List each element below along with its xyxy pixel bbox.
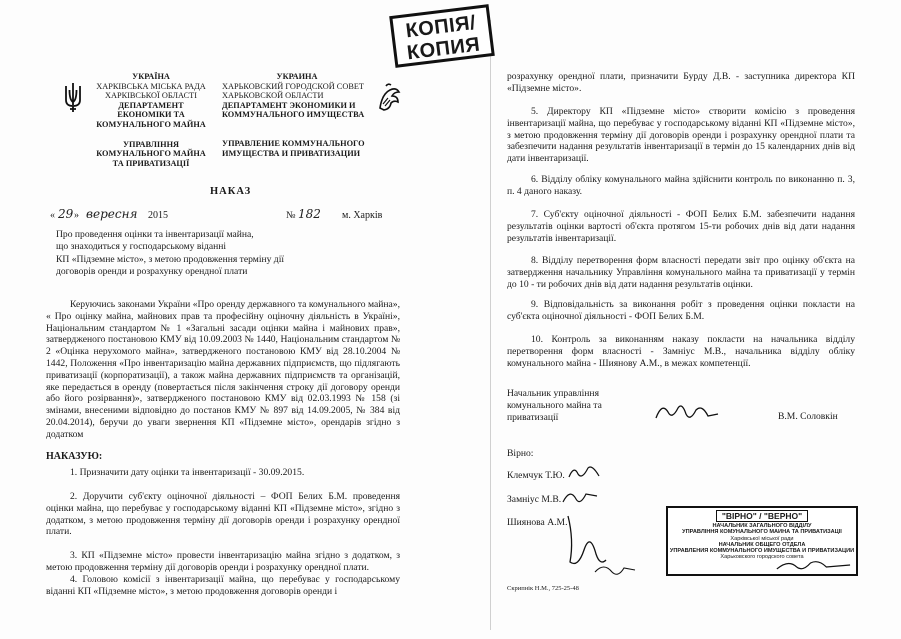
date-year: 2015 bbox=[148, 210, 168, 221]
order-item-7: 7. Суб'єкту оціночної діяльності - ФОП Белих Б.М. забезпечити надання результатів оцінки вартості об'єкта протягом 15-ти робочих днів від дати надання результатів інвентаризації. bbox=[507, 209, 855, 244]
page-divider bbox=[490, 20, 491, 630]
verno-stamp bbox=[666, 506, 858, 576]
order-item-1: 1. Призначити дату оцінки та інвентаризації - 30.09.2015. bbox=[70, 467, 305, 478]
verno-stamp-line: НАЧАЛЬНИК ЗАГАЛЬНОГО ВІДДІЛУ bbox=[712, 523, 812, 529]
verno-stamp-line: УПРАВЛЕНИЯ КОММУНАЛЬНОГО ИМУЩЕСТВА И ПРИВАТИЗАЦИИ bbox=[669, 548, 855, 555]
header-ua-mgmt-line: ТА ПРИВАТИЗАЦІЇ bbox=[112, 158, 190, 168]
order-item-10: 10. Контроль за виконанням наказу покласти на начальника відділу перетворення форм власності - Замніус М.В., начальника відділу обліку комунального майна - Шиянову А.М., в межах компетенції. bbox=[507, 334, 855, 369]
subject-line: договорів оренди и розрахунку орендної плати bbox=[56, 265, 248, 277]
date-day: 29 bbox=[58, 207, 74, 221]
verno-stamp-line: Харьковского городского совета bbox=[720, 554, 804, 561]
verno-stamp-line: НАЧАЛЬНИК ОБЩЕГО ОТДЕЛА bbox=[718, 541, 806, 548]
order-number-prefix: № bbox=[286, 210, 296, 221]
order-item-9: 9. Відповідальність за виконання робіт з проведення оцінки покласти на суб'єкта оціночної діяльності - ФОП Белих Б.М. bbox=[507, 299, 855, 322]
subject-line: що знаходиться у господарському віданні bbox=[56, 241, 227, 253]
verno-stamp-line: Харківської міської ради bbox=[730, 535, 794, 542]
signatory-signature bbox=[652, 398, 722, 428]
signatory-position-line: Начальник управління bbox=[507, 388, 599, 399]
header-ua bbox=[88, 72, 214, 168]
viza-name: Шиянова А.М. bbox=[507, 517, 568, 528]
viza-name: Клемчук Т.Ю. bbox=[507, 470, 565, 481]
header-ru-mgmt-line: УПРАВЛЕНИЕ КОММУНАЛЬНОГО bbox=[222, 138, 365, 148]
order-item-4-continuation: розрахунку орендної плати, призначити Бурду Д.В. - заступника директора КП «Підземне місто». bbox=[507, 71, 855, 94]
signatory-position bbox=[507, 388, 617, 424]
signatory-name: В.М. Соловкін bbox=[778, 411, 838, 422]
signatory-position-line: комунального майна та bbox=[507, 400, 602, 411]
copy-stamp bbox=[389, 4, 495, 68]
preamble-paragraph: Керуючись законами України «Про оренду державного та комунального майна», « Про оцінку майна, майнових прав та професійну оціночну діяльність в Україні», Національним стандартом № 1 «Загальні засади оцінки майна і майнових прав», затвердженого постановою КМУ від 10.09.2003 № 1440, Національним стандартом № 2 «Оцінка нерухомого майна», затвердженого постановою КМУ від 28.10.2004 № 1442, Положення «Про інвентаризацію майна державних підприємств, що підлягають приватизації (корпоратизації), а також майна державних підприємств та організацій, яке передається в оренду (повертається після закінчення строку дії договору оренди або його розірвання)», затвердженого постановою КМУ від 02.03.1993 № 158 (зі змінами, внесеними відповідно до постанов КМУ № 897 від 14.09.2005, № 384 від 20.04.2014), беручи до уваги звернення КП «Підземне місто», орендарів згідно з додатком bbox=[46, 299, 400, 440]
date-open-quote: « bbox=[50, 210, 55, 221]
header-ua-council: ХАРКІВСЬКА МІСЬКА РАДА bbox=[96, 81, 206, 91]
executor-signature bbox=[592, 560, 638, 580]
date-month: вересня bbox=[86, 207, 138, 221]
executor-note: Скрипнік Н.М., 725-25-48 bbox=[507, 585, 579, 592]
subject-line: Про проведення оцінки та інвентаризації майна, bbox=[56, 229, 254, 240]
order-item-5: 5. Директору КП «Підземне місто» створити комісію з проведення інвентаризації майна, що перебуває у господарському віданні КП «Підземне місто», з метою продовження терміну дії договорів оренди і розрахунку орендної плати та забезпечити надання результатів інвентаризації в термін до 15 календарних днів від дати інвентаризації. bbox=[507, 106, 855, 165]
header-ua-dept-line: КОМУНАЛЬНОГО МАЙНА bbox=[96, 119, 206, 129]
header-ru-region: ХАРЬКОВСКОЙ ОБЛАСТИ bbox=[222, 91, 324, 101]
signatory-position-line: приватизації bbox=[507, 412, 559, 423]
document-title: НАКАЗ bbox=[210, 186, 252, 197]
header-ru-country: УКРАИНА bbox=[276, 72, 318, 81]
trident-emblem-icon bbox=[62, 82, 84, 114]
order-item-3: 3. КП «Підземне місто» провести інвентаризацію майна згідно з додатком, з метою продовження терміну дії договорів оренди і розрахунку орендної плати. bbox=[46, 550, 400, 573]
viza-signature bbox=[566, 462, 602, 482]
order-item-2: 2. Доручити суб'єкту оціночної діяльності – ФОП Белих Б.М. проведення оцінки майна, що перебуває у господарському віданні КП «Підземне місто», згідно з додатком, з метою продовження терміну дії договорів оренди і розрахунку орендної плати. bbox=[46, 491, 400, 538]
nakazuyu-heading: НАКАЗУЮ: bbox=[46, 451, 103, 462]
header-ua-region: ХАРКІВСЬКОЇ ОБЛАСТІ bbox=[104, 91, 197, 101]
header-ru-dept-line: ДЕПАРТАМЕНТ ЭКОНОМИКИ И bbox=[222, 100, 356, 110]
copy-stamp-line: КОПІЯ/ bbox=[404, 11, 478, 43]
header-ru-mgmt-line: ИМУЩЕСТВА И ПРИВАТИЗАЦИИ bbox=[222, 148, 361, 158]
header-ru bbox=[222, 72, 372, 158]
verno-stamp-signature bbox=[668, 557, 856, 573]
header-ua-country: УКРАЇНА bbox=[132, 72, 170, 81]
date-close-quote: » bbox=[74, 210, 79, 221]
header-ua-mgmt-line: УПРАВЛІННЯ bbox=[122, 139, 180, 149]
city: м. Харків bbox=[342, 210, 383, 221]
verno-stamp-header: "ВІРНО" / "ВЕРНО" bbox=[716, 510, 808, 522]
viza-signature bbox=[560, 486, 600, 508]
header-ru-council: ХАРЬКОВСКИЙ ГОРОДСКОЙ СОВЕТ bbox=[222, 81, 364, 91]
verno-stamp-line: УПРАВЛІННЯ КОМУНАЛЬНОГО МАЙНА ТА ПРИВАТИЗАЦІЇ bbox=[682, 529, 842, 536]
copy-stamp-line: КОПИЯ bbox=[405, 33, 482, 65]
viza-name: Замніус М.В. bbox=[507, 494, 562, 505]
order-item-6: 6. Відділу обліку комунального майна здійснити контроль по виконанню п. 3, п. 4 даного наказу. bbox=[507, 174, 855, 197]
order-item-4: 4. Головою комісії з інвентаризації майна, що перебуває у господарському віданні КП «Підземне місто», з метою продовження договорів оренди і bbox=[46, 574, 400, 597]
order-item-8: 8. Відділу перетворення форм власності передати звіт про оцінку об'єкта на затвердження начальнику Управління комунального майна та приватизації у термін до 10 - ти робочих днів від дати надання результатів оцінки. bbox=[507, 255, 855, 290]
header-ua-dept-line: ЕКОНОМІКИ ТА bbox=[117, 110, 185, 120]
header-ua-dept-line: ДЕПАРТАМЕНТ bbox=[118, 100, 184, 110]
vizy-heading: Вірно: bbox=[507, 448, 534, 459]
subject-line: КП «Підземне місто», з метою продовження терміну дії bbox=[56, 253, 285, 265]
kharkiv-crest-icon bbox=[376, 82, 402, 114]
header-ru-dept-line: КОММУНАЛЬНОГО ИМУЩЕСТВА bbox=[222, 110, 365, 120]
header-ua-mgmt-line: КОМУНАЛЬНОГО МАЙНА bbox=[96, 149, 206, 159]
order-number: 182 bbox=[298, 207, 321, 221]
order-subject bbox=[56, 229, 326, 278]
